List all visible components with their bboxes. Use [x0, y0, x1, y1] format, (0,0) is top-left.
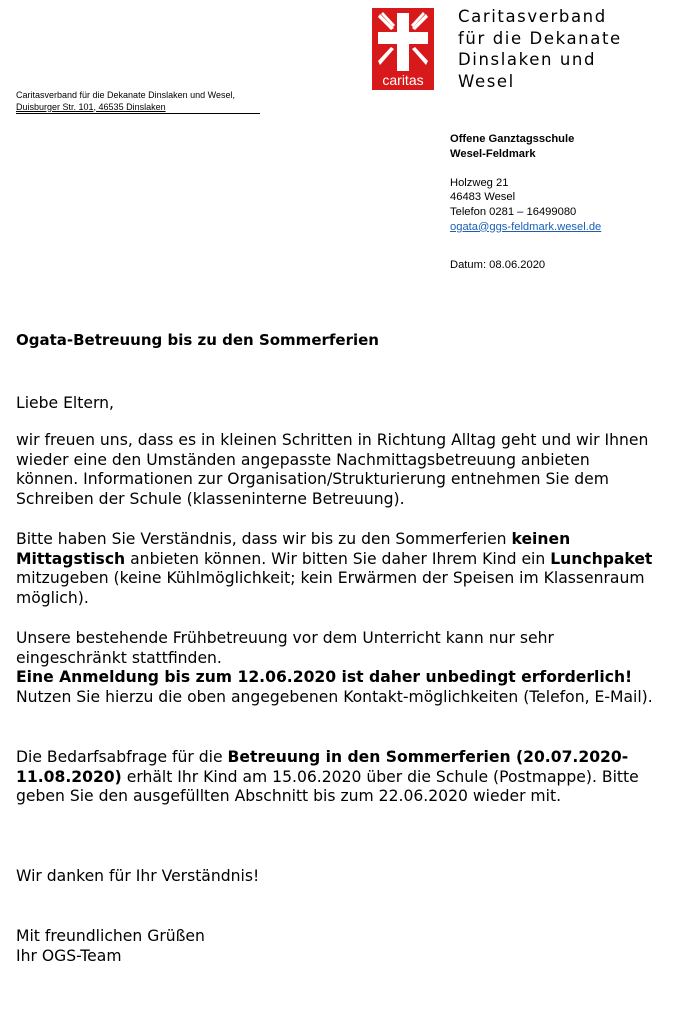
sender-line1: Caritasverband für die Dekanate Dinslaken und Wesel,: [16, 90, 235, 100]
caritas-cross-icon: [372, 8, 434, 90]
para4-text2: erhält Ihr Kind am 15.06.2020 über die Schule (Postmappe). Bitte geben Sie den ausgefüllten Abschnitt bis zum 22.06.2020 wieder mit.: [16, 767, 639, 806]
contact-name2: Wesel-Feldmark: [450, 147, 536, 160]
contact-phone: Telefon 0281 – 16499080: [450, 205, 577, 218]
para2-bold2: Lunchpaket: [550, 549, 653, 568]
paragraph-4: [16, 748, 656, 807]
contact-name1: Offene Ganztagsschule: [450, 133, 575, 145]
para2-bold1: keinen Mittagstisch: [16, 530, 571, 568]
org-name-line1: Caritasverband: [458, 7, 607, 26]
thanks-line: Wir danken für Ihr Verständnis!: [16, 867, 260, 885]
para2-text1: Bitte haben Sie Verständnis, dass wir bis zu den Sommerferien: [16, 530, 512, 548]
para4-bold1: Betreuung in den Sommerferien (20.07.2020-11.08.2020): [16, 748, 629, 786]
sender-line2: Duisburger Str. 101, 46535 Dinslaken: [16, 101, 166, 112]
para4-text1: Die Bedarfsabfrage für die: [16, 748, 228, 766]
para3-text2: Nutzen Sie hierzu die oben angegebenen Kontakt-möglichkeiten (Telefon, E-Mail).: [16, 687, 653, 706]
contact-city: 46483 Wesel: [450, 191, 516, 204]
para3-text1: Unsere bestehende Frühbetreuung vor dem Unterricht kann nur sehr eingeschränkt stattfinden.: [16, 629, 554, 667]
letter-date: Datum: 08.06.2020: [450, 259, 546, 271]
para2-text2: anbieten können. Wir bitten Sie daher Ihrem Kind ein: [125, 549, 551, 568]
paragraph-1: wir freuen uns, dass es in kleinen Schritten in Richtung Alltag geht und wir Ihnen wieder eine den Umständen angepasste Nachmittagsbetreuung anbieten können. Informationen zur Organisation/Strukturierung entnehmen Sie dem Schreiben der Schule (klasseninterne Betreuung).: [16, 431, 649, 508]
para3-bold1: Eine Anmeldung bis zum 12.06.2020 ist daher unbedingt erforderlich!: [16, 668, 633, 687]
org-name-line4: Wesel: [458, 71, 515, 91]
closing: [16, 927, 656, 966]
caritas-logo-text: caritas: [382, 72, 424, 88]
organisation-name: [458, 6, 622, 92]
paragraph-3: [16, 629, 656, 707]
org-name-line3: Dinslaken und: [458, 50, 597, 69]
sender-address: [16, 90, 260, 114]
paragraph-2: [16, 530, 656, 608]
contact-street: Holzweg 21: [450, 176, 509, 189]
org-name-line2: für die Dekanate: [458, 28, 622, 48]
caritas-logo: [372, 8, 434, 90]
contact-block: [450, 132, 601, 234]
greeting: Liebe Eltern,: [16, 394, 114, 412]
contact-email-link[interactable]: ogata@ggs-feldmark.wesel.de: [450, 220, 602, 233]
letter-subject: Ogata-Betreuung bis zu den Sommerferien: [16, 331, 379, 349]
closing-line2: Ihr OGS-Team: [16, 946, 122, 965]
para2-text3: mitzugeben (keine Kühlmöglichkeit; kein Erwärmen der Speisen im Klassenraum möglich).: [16, 569, 645, 607]
closing-line1: Mit freundlichen Grüßen: [16, 927, 205, 945]
